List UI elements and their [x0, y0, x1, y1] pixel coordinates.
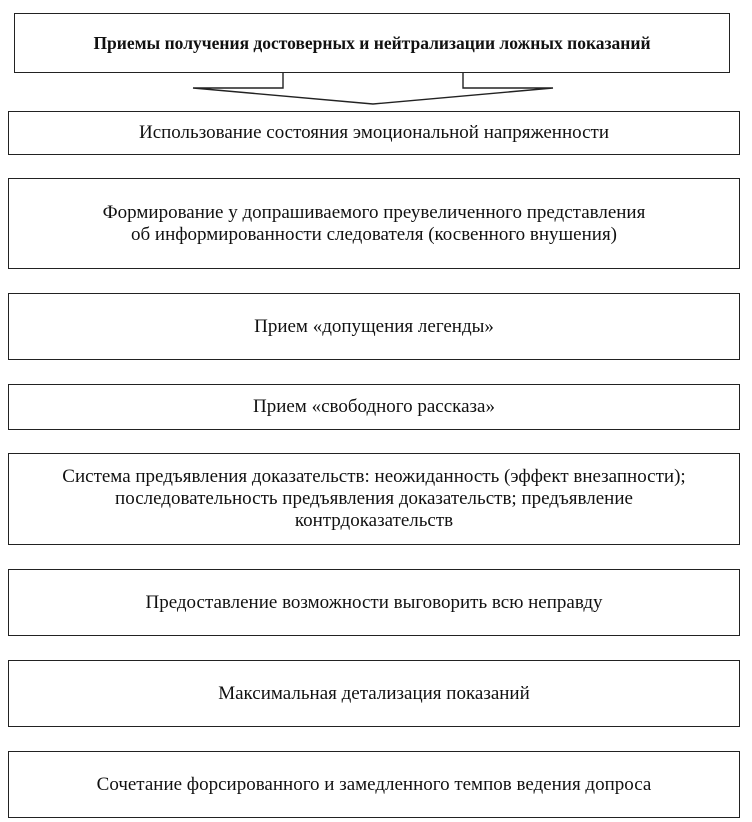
technique-line: контрдоказательств	[294, 509, 454, 531]
diagram-header-title: Приемы получения достоверных и нейтрализации ложных показаний	[93, 32, 651, 53]
technique-box-emotional-tension	[8, 111, 740, 155]
technique-line: Прием «свободного рассказа»	[252, 396, 495, 418]
technique-line: последовательность предъявления доказательств; предъявление	[115, 488, 633, 510]
technique-box-tempo-combination	[8, 751, 740, 818]
diagram-header-box	[14, 13, 730, 73]
technique-line: Формирование у допрашиваемого преувеличенного представления	[102, 201, 646, 223]
technique-line: Максимальная детализация показаний	[218, 682, 530, 704]
technique-box-free-narrative	[8, 384, 740, 430]
technique-box-speak-untruth	[8, 569, 740, 636]
technique-line: Сочетание форсированного и замедленного темпов ведения допроса	[96, 773, 652, 795]
technique-line: Использование состояния эмоциональной напряженности	[138, 122, 609, 144]
technique-line: Прием «допущения легенды»	[254, 315, 494, 337]
technique-line: Предоставление возможности выговорить всю неправду	[145, 591, 603, 613]
technique-box-indirect-suggestion	[8, 178, 740, 269]
technique-box-max-detail	[8, 660, 740, 727]
technique-box-evidence-presentation	[8, 453, 740, 545]
technique-line: об информированности следователя (косвенного внушения)	[130, 223, 618, 245]
technique-box-legend-assumption	[8, 293, 740, 360]
technique-line: Система предъявления доказательств: неожиданность (эффект внезапности);	[62, 466, 686, 488]
